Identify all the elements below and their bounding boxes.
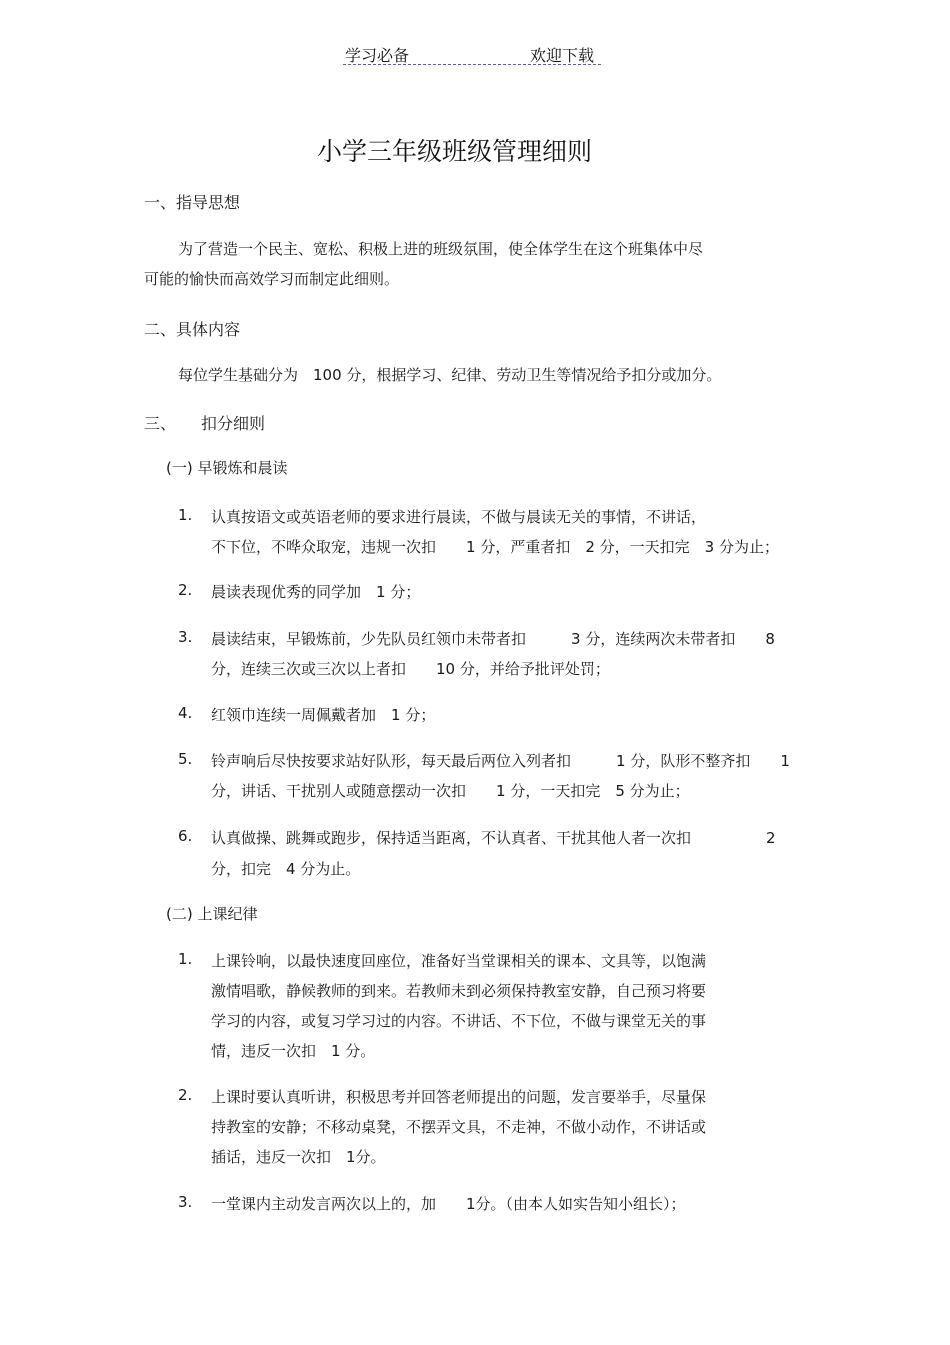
paragraph-line: 可能的愉快而高效学习而制定此细则。 [144,270,400,288]
section-heading: 扣分细则 [201,414,266,433]
paragraph-line: 每位学生基础分为 100 分，根据学习、纪律、劳动卫生等情况给予扣分或加分。 [178,366,722,384]
list-item-number: 4. [178,704,193,722]
section-heading: 二、具体内容 [144,320,241,339]
list-item-line: 分，扣完 4 分为止。 [211,860,361,878]
list-item-line: 持教室的安静；不移动桌凳，不摆弄文具，不走神，不做小动作，不讲话或 [211,1118,707,1136]
section-heading: 一、指导思想 [144,193,241,212]
list-item-number: 1. [178,950,193,968]
list-item-line: 晨读表现优秀的同学加 1 分； [211,583,421,601]
list-item-line: 插话，违反一次扣 1分。 [211,1148,386,1166]
list-item-number: 6. [178,827,193,845]
subsection-title: (一) 早锻炼和晨读 [166,459,288,477]
subsection-title: (二) 上课纪律 [166,905,258,923]
list-item-number: 3. [178,1193,193,1211]
list-item-line: 晨读结束，早锻炼前，少先队员红领巾未带者扣 3 分，连续两次未带者扣 8 [211,630,775,648]
list-item-number: 5. [178,750,193,768]
list-item-line: 一堂课内主动发言两次以上的，加 1分。（由本人如实告知小组长）； [211,1195,686,1213]
list-item-line: 学习的内容，或复习学习过的内容。不讲话、不下位，不做与课堂无关的事 [211,1012,707,1030]
list-item-line: 情，违反一次扣 1 分。 [211,1042,376,1060]
list-item-line: 红领巾连续一周佩戴者加 1 分； [211,706,436,724]
list-item-line: 分，连续三次或三次以上者扣 10 分，并给予批评处罚； [211,660,610,678]
section-heading-number: 三、 [144,414,177,433]
list-item-line: 不下位，不哗众取宠，违规一次扣 1 分，严重者扣 2 分，一天扣完 3 分为止； [211,538,779,556]
list-item-line: 上课铃响，以最快速度回座位，准备好当堂课相关的课本、文具等，以饱满 [211,952,707,970]
list-item-line: 认真按语文或英语老师的要求进行晨读，不做与晨读无关的事情，不讲话， [211,508,707,526]
list-item-number: 1. [178,506,193,524]
list-item-line: 激情唱歌，静候教师的到来。若教师未到必须保持教室安静，自己预习将要 [211,982,707,1000]
list-item-line: 上课时要认真听讲，积极思考并回答老师提出的问题，发言要举手，尽量保 [211,1088,707,1106]
paragraph-line: 为了营造一个民主、宽松、积极上进的班级氛围，使全体学生在这个班集体中尽 [178,240,704,258]
list-item-line: 分，讲话、干扰别人或随意摆动一次扣 1 分，一天扣完 5 分为止； [211,782,690,800]
list-item-line: 铃声响后尽快按要求站好队形，每天最后两位入列者扣 1 分，队形不整齐扣 1 [211,752,790,770]
header-left-text: 学习必备 [345,46,410,65]
list-item-number: 2. [178,1086,193,1104]
list-item-line: 认真做操、跳舞或跑步，保持适当距离，不认真者、干扰其他人者一次扣 2 [211,829,776,847]
list-item-number: 3. [178,628,193,646]
header-right-text: 欢迎下载 [530,46,595,65]
list-item-number: 2. [178,581,193,599]
document-title: 小学三年级班级管理细则 [317,137,593,166]
header-divider [343,64,601,65]
